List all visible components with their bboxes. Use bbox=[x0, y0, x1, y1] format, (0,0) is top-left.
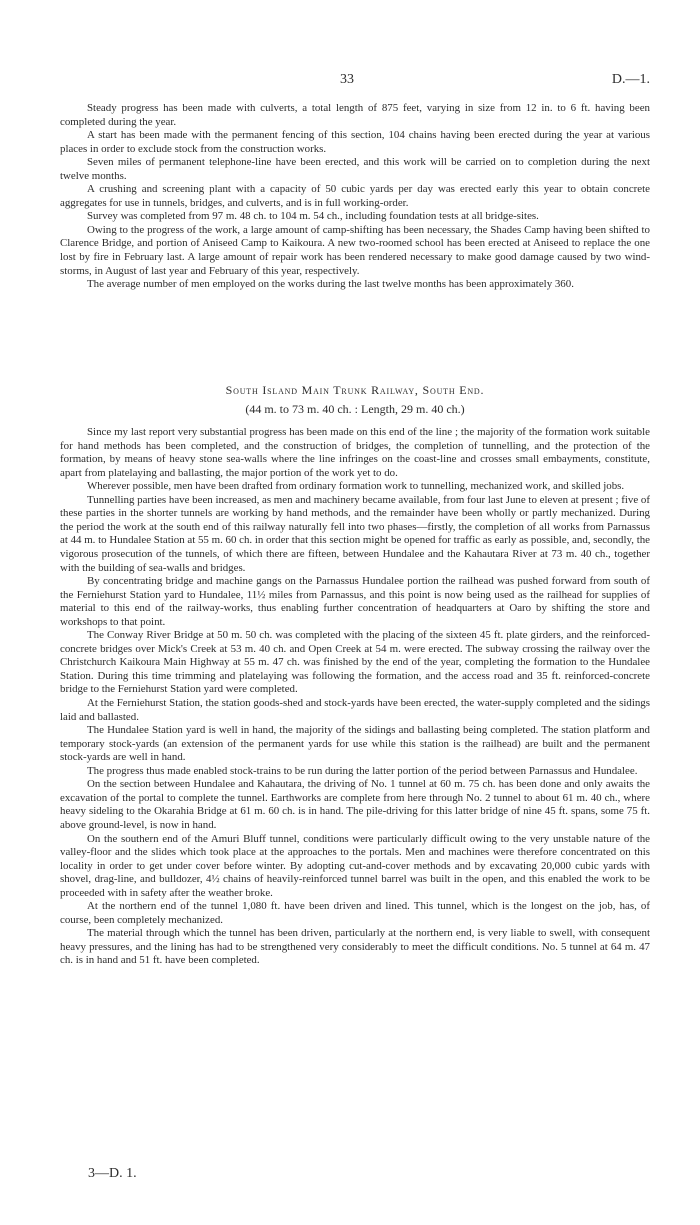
paragraph: By concentrating bridge and machine gangs on the Parnassus Hundalee portion the railhead was pushed forward from south of the Ferniehurst Station yard to Hundalee, 11½ miles from Parnassus, and this point is now being used as the railhead for supplies of material to this end of the railway-works, thus enabling further concentration of headquarters at Oaro by shifting the store and workshops to that point. bbox=[60, 575, 650, 628]
paragraph: Tunnelling parties have been increased, as men and machinery became available, from four last June to eleven at present ; five of these parties in the shorter tunnels are working by hand methods, and the remainder have been wholly or partly mechanized. During the period the work at the south end of this railway naturally fell into two phases—firstly, the completion of all works from Parnassus at 44 m. to Hundalee Station at 55 m. 60 ch. in order that this section might be opened for traffic as early as possible, and, secondly, the vigorous prosecution of the tunnels, of which there are fifteen, between Hundalee and the Kahautara River at 73 m. 40 ch., together with the building of sea-walls and bridges. bbox=[60, 493, 650, 574]
paragraph: The Conway River Bridge at 50 m. 50 ch. was completed with the placing of the sixteen 45 ft. plate girders, and the reinforced-concrete bridges over Mick's Creek at 53 m. 40 ch. and Open Creek at 54 m. were erected. The subway crossing the railway over the Christchurch Kaikoura Main Highway at 55 m. 47 ch. was finished by the end of the year, completing the formation to the Hundalee Station. During this time trimming and platelaying was following the formation, and the access road and 35 ft. reinforced-concrete bridge to the Ferniehurst Station yard were completed. bbox=[60, 629, 650, 696]
paragraph: The Hundalee Station yard is well in hand, the majority of the sidings and ballasting being completed. The station platform and temporary stock-yards (an extension of the permanent yards for use while this station is the railhead) are built and the permanent stock-yards are well in hand. bbox=[60, 724, 650, 764]
paragraph: The progress thus made enabled stock-trains to be run during the latter portion of the period between Parnassus and Hundalee. bbox=[87, 764, 638, 777]
section-south-end bbox=[60, 384, 650, 968]
page-footer-signature: 3—D. 1. bbox=[88, 1166, 137, 1181]
page-number: 33 bbox=[340, 72, 354, 87]
paragraph: Seven miles of permanent telephone-line have been erected, and this work will be carried on to completion during the next twelve months. bbox=[60, 156, 650, 182]
paragraph: The material through which the tunnel has been driven, particularly at the northern end, is very liable to swell, with consequent heavy pressures, and the lining has had to be strengthened very considerably to meet the difficult conditions. No. 5 tunnel at 64 m. 47 ch. is in hand and 51 ft. have been completed. bbox=[60, 927, 650, 967]
paragraph: Steady progress has been made with culverts, a total length of 875 feet, varying in size from 12 in. to 6 ft. having been completed during the year. bbox=[60, 102, 650, 128]
section-subtitle: (44 m. to 73 m. 40 ch. : Length, 29 m. 40 ch.) bbox=[245, 401, 465, 416]
paragraph: At the Ferniehurst Station, the station goods-shed and stock-yards have been erected, the water-supply completed and the sidings laid and ballasted. bbox=[60, 697, 650, 723]
paragraph: A start has been made with the permanent fencing of this section, 104 chains having been erected during the year at various places in order to exclude stock from the construction works. bbox=[60, 129, 650, 155]
page-header bbox=[60, 72, 650, 92]
paragraph: On the southern end of the Amuri Bluff tunnel, conditions were particularly difficult owing to the very unstable nature of the valley-floor and the slides which took place at the approaches to the portals. Men and machines were therefore concentrated on this locality in order to get under cover before winter. By adopting cut-and-cover methods and by excavating 20,000 cubic yards with shovel, drag-line, and bulldozer, 4½ chains of heavily-reinforced tunnel barrel was built in the open, and this enabled the work to be proceeded with in safety after the weather broke. bbox=[60, 832, 650, 899]
paragraph: The average number of men employed on the works during the last twelve months has been approximately 360. bbox=[87, 278, 574, 291]
paragraph: On the section between Hundalee and Kahautara, the driving of No. 1 tunnel at 60 m. 75 ch. has been done and only awaits the excavation of the portal to complete the tunnel. Earthworks are complete from here through No. 2 tunnel to about 61 m. 40 ch., where heavy sideling to the Okarahia Bridge at 61 m. 60 ch. is in hand. The pile-driving for this latter bridge of nine 45 ft. spans, some 75 ft. above ground-level, is now in hand. bbox=[60, 778, 650, 831]
paragraph: Survey was completed from 97 m. 48 ch. to 104 m. 54 ch., including foundation tests at all bridge-sites. bbox=[87, 210, 539, 223]
paragraph: Since my last report very substantial progress has been made on this end of the line ; the majority of the formation work suitable for hand methods has been completed, and the construction of bridges, the completion of tunnelling, and the protection of the formation, by means of heavy stone sea-walls where the line infringes on the coast-line and crosses small embayments, constitute, apart from platelaying and ballasting, the major portion of the work yet to do. bbox=[60, 426, 650, 479]
paragraph: Wherever possible, men have been drafted from ordinary formation work to tunnelling, mechanized work, and skilled jobs. bbox=[87, 480, 625, 493]
document-reference: D.—1. bbox=[611, 72, 650, 87]
section-title: South Island Main Trunk Railway, South End. bbox=[225, 383, 485, 397]
paragraph: At the northern end of the tunnel 1,080 ft. have been driven and lined. This tunnel, which is the longest on the job, has, of course, been completely mechanized. bbox=[60, 900, 650, 926]
paragraph: Owing to the progress of the work, a large amount of camp-shifting has been necessary, the Shades Camp having been shifted to Clarence Bridge, and portion of Aniseed Camp to Kaikoura. A new two-roomed school has been erected at Aniseed to replace the one lost by fire in February last. A large amount of repair work has been rendered necessary to make good damage caused by two wind-storms, in August of last year and February of this year, respectively. bbox=[60, 223, 650, 277]
paragraph: A crushing and screening plant with a capacity of 50 cubic yards per day was erected early this year to obtain concrete aggregates for use in tunnels, bridges, and culverts, and is in full working-order. bbox=[60, 183, 650, 209]
section-north-end-continued bbox=[60, 102, 650, 292]
